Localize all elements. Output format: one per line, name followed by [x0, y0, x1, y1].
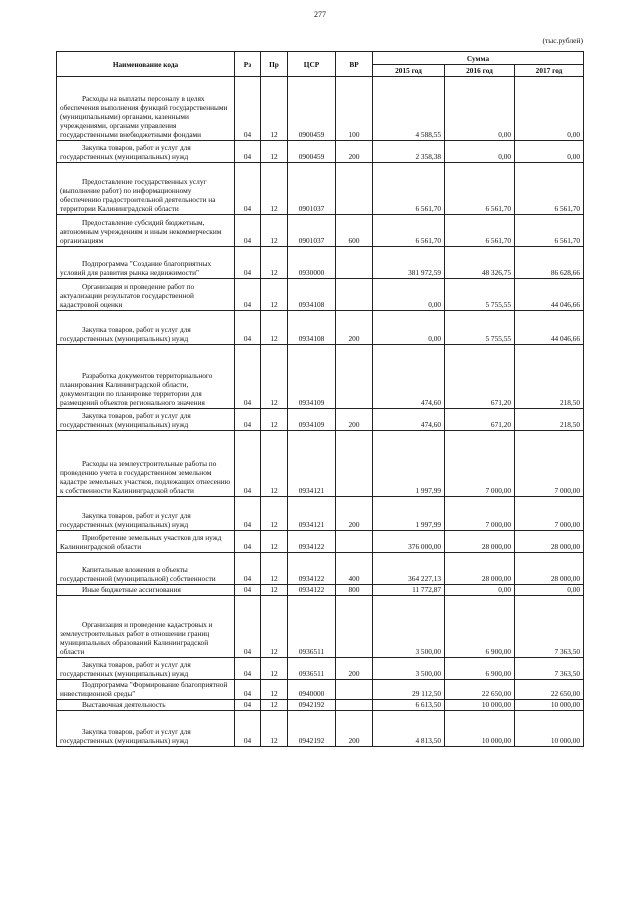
cell-2015: 6 561,70 [373, 215, 445, 247]
cell-rz: 04 [235, 658, 261, 680]
cell-2017: 7 363,50 [515, 658, 584, 680]
cell-csr: 0934121 [288, 497, 336, 531]
cell-rz: 04 [235, 700, 261, 711]
cell-name [57, 680, 235, 700]
cell-name [57, 311, 235, 345]
cell-2016: 5 755,55 [445, 279, 515, 311]
row-name-text: Организация и проведение кадастровых и землеустроительных работ в отношении границ муниципальных образований Калининградской области [60, 620, 213, 656]
table-row [57, 553, 584, 585]
cell-rz: 04 [235, 141, 261, 163]
cell-vr: 800 [336, 585, 373, 596]
cell-vr: 100 [336, 77, 373, 141]
cell-2016: 7 000,00 [445, 497, 515, 531]
row-name-text: Закупка товаров, работ и услуг для государственных (муниципальных) нужд [60, 511, 191, 529]
table-row [57, 311, 584, 345]
cell-2015: 1 997,99 [373, 431, 445, 497]
row-name-text: Выставочная деятельность [82, 700, 166, 709]
row-name-text: Подпрограмма "Формирование благоприятной инвестиционной среды" [60, 680, 228, 698]
cell-2016: 0,00 [445, 141, 515, 163]
cell-rz: 04 [235, 279, 261, 311]
cell-vr [336, 431, 373, 497]
cell-vr [336, 163, 373, 215]
cell-vr [336, 531, 373, 553]
cell-2017: 7 000,00 [515, 431, 584, 497]
row-name-text: Закупка товаров, работ и услуг для государственных (муниципальных) нужд [60, 727, 191, 745]
header-2016: 2016 год [445, 65, 515, 77]
cell-name [57, 711, 235, 747]
cell-pr: 12 [261, 497, 288, 531]
cell-name [57, 77, 235, 141]
table-row [57, 409, 584, 431]
cell-2017: 218,50 [515, 409, 584, 431]
cell-name [57, 531, 235, 553]
cell-csr: 0934109 [288, 345, 336, 409]
units-label: (тыс.рублей) [542, 36, 583, 45]
cell-csr: 0936511 [288, 596, 336, 658]
cell-vr [336, 279, 373, 311]
cell-vr: 200 [336, 711, 373, 747]
cell-rz: 04 [235, 553, 261, 585]
cell-2017: 22 650,00 [515, 680, 584, 700]
header-sum: Сумма [373, 52, 584, 65]
cell-csr: 0901037 [288, 163, 336, 215]
cell-2016: 6 900,00 [445, 596, 515, 658]
cell-2015: 376 000,00 [373, 531, 445, 553]
cell-vr [336, 680, 373, 700]
cell-name [57, 497, 235, 531]
cell-2016: 22 650,00 [445, 680, 515, 700]
cell-2015: 0,00 [373, 279, 445, 311]
cell-2015: 4 813,50 [373, 711, 445, 747]
table-row [57, 700, 584, 711]
cell-2016: 6 561,70 [445, 163, 515, 215]
cell-csr: 0940000 [288, 680, 336, 700]
cell-vr [336, 345, 373, 409]
table-row [57, 247, 584, 279]
cell-vr [336, 596, 373, 658]
cell-rz: 04 [235, 247, 261, 279]
row-name-text: Расходы на выплаты персоналу в целях обеспечения выполнения функций государственными (муниципальными) органами, казенными учреждениями, органами управления государственными внебюджетными фондами [60, 94, 228, 139]
cell-2016: 28 000,00 [445, 531, 515, 553]
cell-vr: 400 [336, 553, 373, 585]
cell-2017: 6 561,70 [515, 215, 584, 247]
cell-name [57, 553, 235, 585]
cell-2016: 0,00 [445, 77, 515, 141]
cell-2015: 381 972,59 [373, 247, 445, 279]
cell-2017: 0,00 [515, 77, 584, 141]
cell-csr: 0930000 [288, 247, 336, 279]
cell-name [57, 596, 235, 658]
cell-vr: 200 [336, 658, 373, 680]
cell-name [57, 585, 235, 596]
header-pr: Пр [261, 52, 288, 77]
cell-2016: 5 755,55 [445, 311, 515, 345]
cell-2016: 671,20 [445, 345, 515, 409]
cell-rz: 04 [235, 711, 261, 747]
row-name-text: Иные бюджетные ассигнования [82, 585, 181, 594]
cell-csr: 0934122 [288, 585, 336, 596]
cell-pr: 12 [261, 279, 288, 311]
row-name-text: Разработка документов территориального планирования Калининградской области, документации по планировке территории для размещений объектов регионального значения [60, 371, 213, 407]
cell-2017: 7 000,00 [515, 497, 584, 531]
cell-name [57, 215, 235, 247]
cell-csr: 0934121 [288, 431, 336, 497]
cell-rz: 04 [235, 431, 261, 497]
cell-2016: 0,00 [445, 585, 515, 596]
cell-vr [336, 247, 373, 279]
cell-2017: 28 000,00 [515, 531, 584, 553]
cell-csr: 0942192 [288, 700, 336, 711]
table-body [57, 77, 584, 747]
cell-name [57, 409, 235, 431]
cell-rz: 04 [235, 596, 261, 658]
cell-rz: 04 [235, 77, 261, 141]
cell-csr: 0934109 [288, 409, 336, 431]
row-name-text: Предоставление субсидий бюджетным, автономным учреждениям и иным некоммерческим организациям [60, 218, 222, 245]
cell-2015: 29 112,50 [373, 680, 445, 700]
cell-2017: 86 628,66 [515, 247, 584, 279]
cell-2017: 28 000,00 [515, 553, 584, 585]
header-2015: 2015 год [373, 65, 445, 77]
table-row [57, 497, 584, 531]
row-name-text: Закупка товаров, работ и услуг для государственных (муниципальных) нужд [60, 325, 191, 343]
cell-rz: 04 [235, 497, 261, 531]
header-vr: ВР [336, 52, 373, 77]
cell-pr: 12 [261, 585, 288, 596]
table-row [57, 345, 584, 409]
cell-2016: 7 000,00 [445, 431, 515, 497]
cell-2016: 10 000,00 [445, 700, 515, 711]
cell-vr: 200 [336, 141, 373, 163]
cell-csr: 0942192 [288, 711, 336, 747]
cell-2015: 364 227,13 [373, 553, 445, 585]
cell-2015: 6 561,70 [373, 163, 445, 215]
cell-pr: 12 [261, 345, 288, 409]
cell-2017: 44 046,66 [515, 311, 584, 345]
cell-pr: 12 [261, 680, 288, 700]
budget-table [56, 51, 584, 747]
cell-2016: 671,20 [445, 409, 515, 431]
cell-pr: 12 [261, 141, 288, 163]
header-rz: Рз [235, 52, 261, 77]
cell-2017: 44 046,66 [515, 279, 584, 311]
row-name-text: Расходы на землеустроительные работы по проведению учета в государственном земельном кадастре земельных участков, подлежащих отнесению к собственности Калининградской области [60, 459, 231, 495]
cell-rz: 04 [235, 215, 261, 247]
cell-csr: 0934122 [288, 553, 336, 585]
table-row [57, 77, 584, 141]
cell-name [57, 163, 235, 215]
cell-pr: 12 [261, 247, 288, 279]
header-csr: ЦСР [288, 52, 336, 77]
cell-2016: 48 326,75 [445, 247, 515, 279]
cell-2015: 0,00 [373, 311, 445, 345]
cell-csr: 0934108 [288, 311, 336, 345]
cell-name [57, 700, 235, 711]
cell-pr: 12 [261, 700, 288, 711]
cell-name [57, 658, 235, 680]
cell-2015: 474,60 [373, 345, 445, 409]
cell-2016: 6 561,70 [445, 215, 515, 247]
cell-name [57, 431, 235, 497]
cell-pr: 12 [261, 553, 288, 585]
cell-pr: 12 [261, 311, 288, 345]
cell-rz: 04 [235, 585, 261, 596]
cell-csr: 0934108 [288, 279, 336, 311]
row-name-text: Закупка товаров, работ и услуг для государственных (муниципальных) нужд [60, 143, 191, 161]
cell-2015: 474,60 [373, 409, 445, 431]
cell-2016: 28 000,00 [445, 553, 515, 585]
cell-2017: 7 363,50 [515, 596, 584, 658]
cell-2017: 10 000,00 [515, 711, 584, 747]
cell-name [57, 345, 235, 409]
table-row [57, 711, 584, 747]
table-row [57, 585, 584, 596]
cell-vr: 200 [336, 311, 373, 345]
cell-pr: 12 [261, 658, 288, 680]
cell-2016: 10 000,00 [445, 711, 515, 747]
cell-pr: 12 [261, 163, 288, 215]
table-row [57, 279, 584, 311]
cell-2017: 10 000,00 [515, 700, 584, 711]
table-row [57, 531, 584, 553]
table-row [57, 215, 584, 247]
row-name-text: Капитальные вложения в объекты государственной (муниципальной) собственности [60, 565, 216, 583]
cell-pr: 12 [261, 431, 288, 497]
table-row [57, 431, 584, 497]
row-name-text: Закупка товаров, работ и услуг для государственных (муниципальных) нужд [60, 660, 191, 678]
cell-csr: 0901037 [288, 215, 336, 247]
cell-pr: 12 [261, 596, 288, 658]
cell-rz: 04 [235, 311, 261, 345]
row-name-text: Подпрограмма "Создание благоприятных условий для развития рынка недвижимости" [60, 259, 212, 277]
cell-csr: 0900459 [288, 77, 336, 141]
cell-vr: 200 [336, 497, 373, 531]
row-name-text: Организация и проведение работ по актуализации результатов государственной кадастровой оценки [60, 282, 195, 309]
cell-vr [336, 700, 373, 711]
cell-2017: 0,00 [515, 585, 584, 596]
table-row [57, 596, 584, 658]
cell-2015: 3 500,00 [373, 596, 445, 658]
cell-2015: 3 500,00 [373, 658, 445, 680]
cell-2015: 6 613,50 [373, 700, 445, 711]
cell-2015: 11 772,87 [373, 585, 445, 596]
cell-pr: 12 [261, 77, 288, 141]
page-number: 277 [314, 10, 326, 19]
cell-pr: 12 [261, 531, 288, 553]
cell-2015: 1 997,99 [373, 497, 445, 531]
cell-rz: 04 [235, 680, 261, 700]
cell-csr: 0934122 [288, 531, 336, 553]
cell-2017: 218,50 [515, 345, 584, 409]
cell-name [57, 247, 235, 279]
table-row [57, 680, 584, 700]
row-name-text: Закупка товаров, работ и услуг для государственных (муниципальных) нужд [60, 411, 191, 429]
cell-csr: 0936511 [288, 658, 336, 680]
header-name: Наименование кода [57, 52, 235, 77]
row-name-text: Приобретение земельных участков для нужд Калининградской области [60, 533, 222, 551]
cell-pr: 12 [261, 409, 288, 431]
cell-rz: 04 [235, 163, 261, 215]
cell-2017: 6 561,70 [515, 163, 584, 215]
cell-vr: 200 [336, 409, 373, 431]
row-name-text: Предоставление государственных услуг (выполнение работ) по информационному обеспечению градостроительной деятельности на территории Калининградской области [60, 177, 216, 213]
cell-2017: 0,00 [515, 141, 584, 163]
cell-name [57, 141, 235, 163]
cell-name [57, 279, 235, 311]
cell-pr: 12 [261, 215, 288, 247]
cell-pr: 12 [261, 711, 288, 747]
cell-rz: 04 [235, 531, 261, 553]
table-row [57, 141, 584, 163]
table-row [57, 163, 584, 215]
cell-2016: 6 900,00 [445, 658, 515, 680]
table-row [57, 658, 584, 680]
cell-rz: 04 [235, 409, 261, 431]
cell-rz: 04 [235, 345, 261, 409]
cell-csr: 0900459 [288, 141, 336, 163]
header-2017: 2017 год [515, 65, 584, 77]
cell-2015: 4 588,55 [373, 77, 445, 141]
cell-vr: 600 [336, 215, 373, 247]
cell-2015: 2 358,38 [373, 141, 445, 163]
